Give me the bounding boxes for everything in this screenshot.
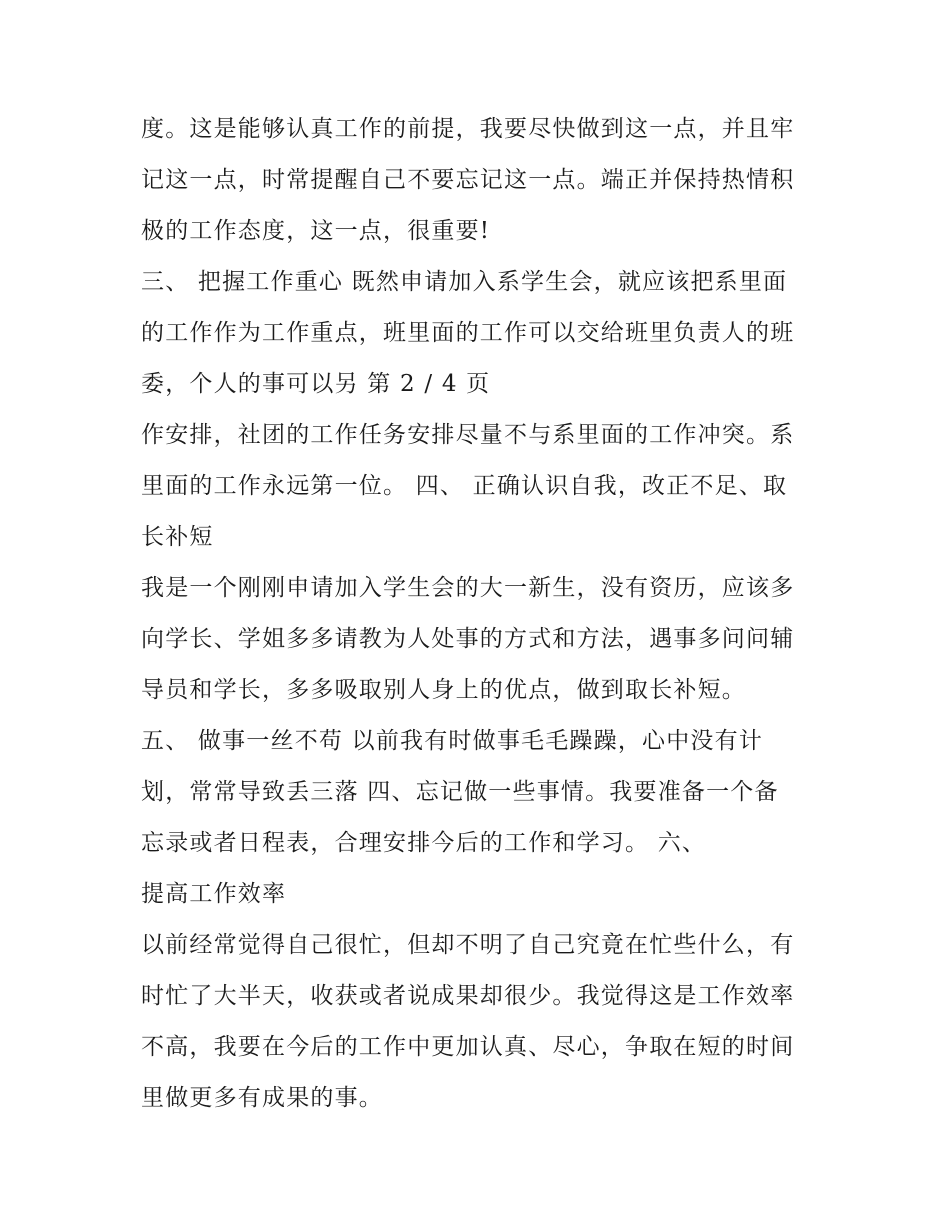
text-line: 五、 做事一丝不苟 以前我有时做事毛毛躁躁，心中没有计 (141, 728, 764, 754)
text-line: 的工作作为工作重点，班里面的工作可以交给班里负责人的班 (141, 320, 795, 346)
text-line: 极的工作态度，这一点，很重要! (141, 218, 491, 244)
text-line: 作安排，社团的工作任务安排尽量不与系里面的工作冲突。系 (141, 422, 795, 448)
text-line: 时忙了大半天，收获或者说成果却很少。我觉得这是工作效率 (141, 983, 795, 1009)
text-line: 记这一点，时常提醒自己不要忘记这一点。端正并保持热情积 (141, 167, 795, 193)
text-line: 长补短 (141, 524, 214, 550)
text-line: 划，常常导致丢三落 四、忘记做一些事情。我要准备一个备 (141, 779, 779, 805)
text-line: 导员和学长，多多吸取别人身上的优点，做到取长补短。 (141, 677, 746, 703)
text-line: 里面的工作永远第一位。 四、 正确认识自我，改正不足、取 (141, 473, 788, 499)
text-line: 以前经常觉得自己很忙，但却不明了自己究竟在忙些什么，有 (141, 932, 795, 958)
text-line: 向学长、学姐多多请教为人处事的方式和方法，遇事多问问辅 (141, 626, 795, 652)
text-line: 度。这是能够认真工作的前提，我要尽快做到这一点，并且牢 (141, 116, 795, 142)
text-line: 不高，我要在今后的工作中更加认真、尽心，争取在短的时间 (141, 1034, 795, 1060)
text-line: 委，个人的事可以另 第 2 / 4 页 (141, 371, 491, 397)
text-line: 三、 把握工作重心 既然申请加入系学生会，就应该把系里面 (141, 269, 788, 295)
text-line: 里做更多有成果的事。 (141, 1085, 383, 1111)
text-line: 忘录或者日程表，合理安排今后的工作和学习。 六、 (141, 830, 707, 856)
text-line: 提高工作效率 (141, 881, 287, 907)
text-line: 我是一个刚刚申请加入学生会的大一新生，没有资历，应该多 (141, 575, 795, 601)
